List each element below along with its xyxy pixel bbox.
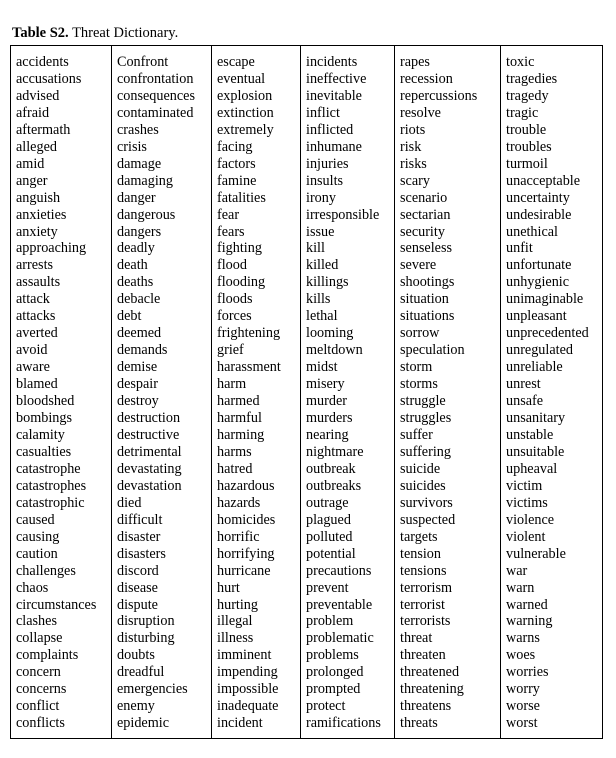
dictionary-word: danger [117,189,156,206]
dictionary-word: demands [117,342,168,359]
dictionary-word: unfortunate [506,257,572,274]
dictionary-word: avoid [16,342,48,359]
dictionary-word: horrifying [217,545,275,562]
dictionary-word: bloodshed [16,393,75,410]
dictionary-word: unstable [506,426,554,443]
dictionary-word: escape [217,54,255,70]
dictionary-word: kill [306,240,325,257]
dictionary-word: homicides [217,511,276,528]
dictionary-word: challenges [16,562,76,579]
dictionary-word: terrorists [400,613,451,630]
dictionary-word: nearing [306,426,349,443]
dictionary-word: situations [400,308,455,325]
dictionary-word: struggles [400,410,452,427]
dictionary-word: worry [506,681,540,698]
dictionary-word: vulnerable [506,545,566,562]
dictionary-word: horrific [217,528,260,545]
word-column-1 [11,46,112,738]
dictionary-word: accidents [16,54,69,70]
word-column-4 [301,46,395,738]
dictionary-word: devastation [117,477,182,494]
dictionary-word: prolonged [306,664,364,681]
dictionary-word: uncertainty [506,189,570,206]
dictionary-word: woes [506,647,536,664]
table-title: Threat Dictionary. [72,25,179,41]
dictionary-word: assaults [16,274,61,291]
dictionary-word: prevent [306,579,349,596]
dictionary-word: chaos [16,579,49,596]
dictionary-word: devastating [117,460,182,477]
dictionary-word: threatened [400,664,460,681]
dictionary-word: potential [306,545,356,562]
dictionary-word: meltdown [306,342,363,359]
dictionary-word: demise [117,359,158,376]
dictionary-word: amid [16,155,45,172]
dictionary-word: facing [217,138,253,155]
dictionary-word: unregulated [506,342,573,359]
dictionary-word: terrorist [400,596,445,613]
dictionary-word: shootings [400,274,455,291]
dictionary-word: problem [306,613,354,630]
dictionary-word: riots [400,121,426,138]
dictionary-word: flood [217,257,247,274]
dictionary-word: calamity [16,426,65,443]
dictionary-word: attacks [16,308,56,325]
dictionary-word: clashes [16,613,57,630]
dictionary-word: attack [16,291,50,308]
dictionary-word: trouble [506,121,547,138]
dictionary-word: harming [217,426,265,443]
dictionary-word: catastrophe [16,460,81,477]
dictionary-word: storms [400,376,438,393]
dictionary-word: inadequate [217,698,279,715]
dictionary-word: unreliable [506,359,563,376]
dictionary-word: approaching [16,240,87,257]
dictionary-word: insults [306,172,344,189]
dictionary-word: crisis [117,138,147,155]
table-label: Table S2. [12,25,69,41]
dictionary-word: disruption [117,613,175,630]
dictionary-word: speculation [400,342,465,359]
dictionary-word: unrest [506,376,541,393]
dictionary-word: looming [306,325,354,342]
dictionary-word: grief [217,342,244,359]
dictionary-word: disaster [117,528,161,545]
dictionary-word: undesirable [506,206,572,223]
dictionary-word: concern [16,664,61,681]
dictionary-word: destruction [117,410,181,427]
dictionary-word: died [117,494,142,511]
dictionary-word: severe [400,257,437,274]
dictionary-word: aftermath [16,121,71,138]
dictionary-word: averted [16,325,58,342]
dictionary-word: warns [506,630,540,647]
dictionary-word: unsuitable [506,443,565,460]
dictionary-word: famine [217,172,257,189]
dictionary-word: floods [217,291,253,308]
word-column-3 [212,46,301,738]
dictionary-word: polluted [306,528,353,545]
dictionary-word: inflict [306,104,340,121]
dictionary-word: struggle [400,393,446,410]
dictionary-word: inevitable [306,87,362,104]
dictionary-word: flooding [217,274,266,291]
dictionary-word: unacceptable [506,172,581,189]
dictionary-word: emergencies [117,681,188,698]
dictionary-word: midst [306,359,338,376]
dictionary-word: harassment [217,359,281,376]
dictionary-word: unimaginable [506,291,584,308]
dictionary-word: harm [217,376,247,393]
dictionary-word: unethical [506,223,558,240]
dictionary-word: bombings [16,410,72,427]
dictionary-word: epidemic [117,715,169,732]
dictionary-word: harmed [217,393,260,410]
dictionary-word: tensions [400,562,447,579]
dictionary-word: tension [400,545,441,562]
dictionary-word: disasters [117,545,166,562]
dictionary-word: killings [306,274,349,291]
dictionary-word: anger [16,172,48,189]
dictionary-word: threaten [400,647,446,664]
dictionary-word: unsafe [506,393,544,410]
word-column-6 [501,46,602,738]
dictionary-word: worse [506,698,540,715]
dictionary-word: blamed [16,376,58,393]
word-column-5 [395,46,501,738]
dictionary-word: hurting [217,596,258,613]
dictionary-word: troubles [506,138,552,155]
dictionary-word: outrage [306,494,349,511]
dictionary-word: unpleasant [506,308,567,325]
dictionary-word: senseless [400,240,453,257]
dictionary-word: lethal [306,308,338,325]
dictionary-word: casualties [16,443,72,460]
dictionary-word: targets [400,528,438,545]
dictionary-word: despair [117,376,158,393]
dictionary-word: worst [506,715,538,732]
dictionary-word: extremely [217,121,274,138]
dictionary-word: anxieties [16,206,67,223]
dictionary-word: aware [16,359,50,376]
dictionary-word: fighting [217,240,262,257]
dictionary-word: problems [306,647,359,664]
dictionary-word: debacle [117,291,161,308]
dictionary-word: toxic [506,54,535,70]
dictionary-word: dangerous [117,206,176,223]
dictionary-word: protect [306,698,346,715]
dictionary-word: collapse [16,630,63,647]
dictionary-word: deaths [117,274,154,291]
dictionary-word: turmoil [506,155,548,172]
dictionary-word: rapes [400,54,430,70]
dictionary-word: circumstances [16,596,97,613]
dictionary-word: contaminated [117,104,194,121]
dictionary-word: fears [217,223,245,240]
dictionary-word: irresponsible [306,206,380,223]
dictionary-word: murders [306,410,353,427]
dictionary-word: inhumane [306,138,362,155]
dictionary-word: caused [16,511,55,528]
dictionary-word: imminent [217,647,272,664]
dictionary-word: alleged [16,138,57,155]
dictionary-word: repercussions [400,87,478,104]
dictionary-word: dispute [117,596,158,613]
dictionary-word: harms [217,443,252,460]
dictionary-word: nightmare [306,443,364,460]
dictionary-word: hazardous [217,477,275,494]
dictionary-word: risks [400,155,427,172]
dictionary-word: tragedies [506,70,558,87]
dictionary-word: catastrophic [16,494,85,511]
dictionary-word: enemy [117,698,155,715]
dictionary-word: prompted [306,681,361,698]
dictionary-word: upheaval [506,460,558,477]
dictionary-word: recession [400,70,453,87]
dictionary-word: detrimental [117,443,182,460]
dictionary-word: injuries [306,155,349,172]
dictionary-word: threatens [400,698,452,715]
dictionary-word: murder [306,393,347,410]
dictionary-word: storm [400,359,433,376]
dictionary-word: factors [217,155,256,172]
dictionary-word: sorrow [400,325,440,342]
dictionary-word: worries [506,664,549,681]
dictionary-word: suffering [400,443,451,460]
dictionary-word: security [400,223,445,240]
dictionary-word: impending [217,664,278,681]
dictionary-word: terrorism [400,579,453,596]
dictionary-word: deemed [117,325,162,342]
dictionary-word: concerns [16,681,67,698]
dictionary-word: conflict [16,698,60,715]
dictionary-word: killed [306,257,339,274]
dictionary-word: risk [400,138,422,155]
dictionary-word: threatening [400,681,464,698]
dictionary-word: fear [217,206,240,223]
dictionary-word: death [117,257,148,274]
dictionary-word: consequences [117,87,195,104]
dictionary-word: illness [217,630,254,647]
dictionary-word: suspected [400,511,456,528]
dictionary-word: scenario [400,189,448,206]
dictionary-word: frightening [217,325,281,342]
dictionary-word: survivors [400,494,453,511]
dictionary-word: advised [16,87,60,104]
dictionary-word: accusations [16,70,82,87]
dictionary-word: dreadful [117,664,165,681]
dictionary-word: tragedy [506,87,549,104]
dictionary-word: situation [400,291,449,308]
dictionary-word: causing [16,528,60,545]
dictionary-word: disease [117,579,158,596]
dictionary-word: unsanitary [506,410,566,427]
dictionary-word: misery [306,376,345,393]
dictionary-word: complaints [16,647,79,664]
dictionary-word: difficult [117,511,163,528]
dictionary-word: war [506,562,528,579]
dictionary-word: damage [117,155,162,172]
dictionary-word: conflicts [16,715,65,732]
dictionary-word: disturbing [117,630,175,647]
dictionary-word: problematic [306,630,374,647]
dictionary-word: explosion [217,87,273,104]
threat-dictionary-table [10,45,603,739]
dictionary-word: warning [506,613,553,630]
dictionary-word: destroy [117,393,159,410]
dictionary-word: fatalities [217,189,266,206]
table-caption [12,24,178,42]
dictionary-word: scary [400,172,430,189]
dictionary-word: impossible [217,681,279,698]
dictionary-word: precautions [306,562,372,579]
dictionary-word: Confront [117,54,169,70]
dictionary-word: illegal [217,613,253,630]
dictionary-word: confrontation [117,70,194,87]
dictionary-word: unfit [506,240,533,257]
dictionary-word: ineffective [306,70,367,87]
dictionary-word: warned [506,596,548,613]
dictionary-word: outbreak [306,460,356,477]
dictionary-word: outbreaks [306,477,362,494]
dictionary-word: afraid [16,104,50,121]
dictionary-word: threats [400,715,438,732]
dictionary-word: plagued [306,511,351,528]
dictionary-word: unhygienic [506,274,570,291]
dictionary-word: warn [506,579,535,596]
dictionary-word: extinction [217,104,274,121]
dictionary-word: crashes [117,121,159,138]
dictionary-word: issue [306,223,335,240]
dictionary-word: preventable [306,596,373,613]
dictionary-word: suicides [400,477,446,494]
dictionary-word: suicide [400,460,441,477]
dictionary-word: debt [117,308,142,325]
word-column-2 [112,46,212,738]
dictionary-word: destructive [117,426,180,443]
dictionary-word: harmful [217,410,262,427]
dictionary-word: anguish [16,189,61,206]
dictionary-word: violence [506,511,555,528]
dictionary-word: suffer [400,426,433,443]
dictionary-word: damaging [117,172,173,189]
dictionary-word: caution [16,545,58,562]
dictionary-word: forces [217,308,252,325]
dictionary-word: ramifications [306,715,381,732]
dictionary-word: inflicted [306,121,354,138]
dictionary-word: dangers [117,223,162,240]
dictionary-word: violent [506,528,546,545]
dictionary-word: hurricane [217,562,271,579]
dictionary-word: hatred [217,460,253,477]
dictionary-word: incidents [306,54,358,70]
dictionary-word: tragic [506,104,539,121]
dictionary-word: anxiety [16,223,58,240]
dictionary-word: doubts [117,647,155,664]
dictionary-word: victims [506,494,548,511]
dictionary-word: resolve [400,104,441,121]
dictionary-word: threat [400,630,433,647]
dictionary-word: hazards [217,494,261,511]
dictionary-word: kills [306,291,331,308]
dictionary-word: arrests [16,257,54,274]
dictionary-word: eventual [217,70,266,87]
dictionary-word: discord [117,562,159,579]
dictionary-word: incident [217,715,263,732]
dictionary-word: victim [506,477,543,494]
dictionary-word: unprecedented [506,325,589,342]
dictionary-word: irony [306,189,336,206]
dictionary-word: catastrophes [16,477,87,494]
dictionary-word: deadly [117,240,155,257]
dictionary-word: hurt [217,579,240,596]
dictionary-word: sectarian [400,206,451,223]
